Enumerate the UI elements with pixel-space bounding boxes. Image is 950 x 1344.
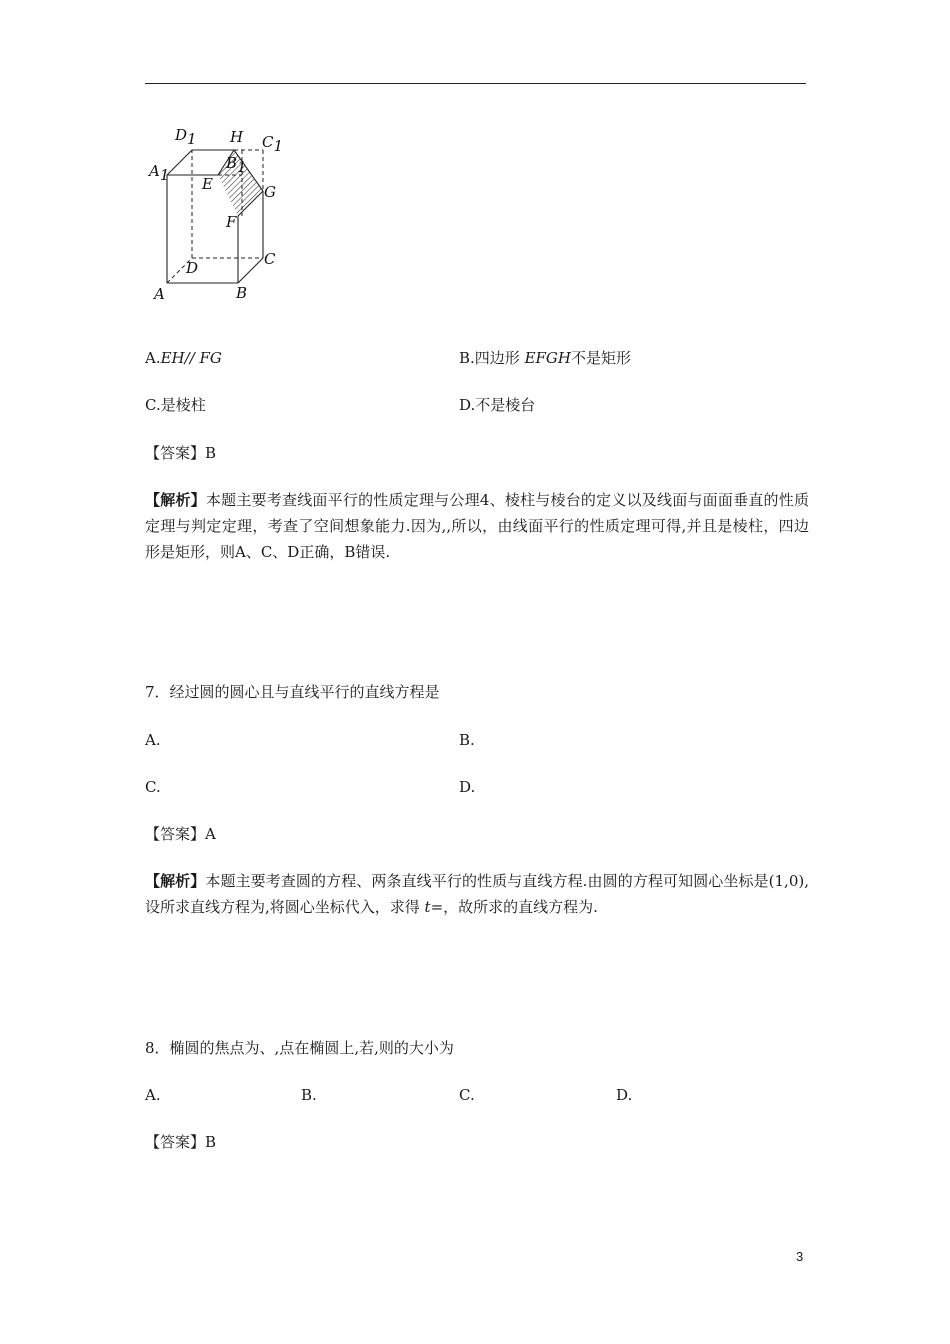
question-8-stem: 8．椭圆的焦点为、,点在椭圆上,若,则的大小为 bbox=[145, 1039, 454, 1057]
svg-text:H: H bbox=[230, 128, 244, 146]
svg-text:B: B bbox=[236, 284, 248, 302]
option-c: C.是棱柱 bbox=[145, 396, 206, 414]
q7-option-b: B. bbox=[459, 731, 475, 749]
option-d: D.不是棱台 bbox=[459, 396, 536, 414]
header-rule bbox=[145, 83, 806, 84]
q8-option-c: C. bbox=[459, 1086, 475, 1104]
svg-text:D1: D1 bbox=[175, 126, 197, 148]
svg-text:A1: A1 bbox=[149, 162, 170, 184]
svg-text:G: G bbox=[264, 183, 276, 201]
answer-8: 【答案】B bbox=[145, 1133, 217, 1151]
svg-text:A: A bbox=[154, 285, 165, 303]
prism-figure bbox=[145, 118, 295, 313]
q8-option-a: A. bbox=[145, 1086, 161, 1104]
svg-text:B1: B1 bbox=[226, 154, 247, 176]
svg-text:C1: C1 bbox=[262, 133, 284, 155]
q7-option-c: C. bbox=[145, 778, 161, 796]
q7-option-a: A. bbox=[145, 731, 161, 749]
q8-option-d: D. bbox=[616, 1086, 633, 1104]
answer-7: 【答案】A bbox=[145, 825, 216, 843]
question-7-stem: 7．经过圆的圆心且与直线平行的直线方程是 bbox=[145, 683, 440, 701]
svg-text:D: D bbox=[186, 259, 199, 277]
answer-6: 【答案】B bbox=[145, 444, 217, 462]
q8-option-b: B. bbox=[301, 1086, 317, 1104]
analysis-6: 【解析】本题主要考查线面平行的性质定理与公理4、棱柱与棱台的定义以及线面与面面垂直的性质定理与判定定理，考查了空间想象能力.因为,,所以，由线面平行的性质定理可得,并且是棱柱，四边形是矩形，则A、C、D正确，B错误. bbox=[145, 491, 809, 561]
svg-text:C: C bbox=[264, 250, 276, 268]
svg-text:F: F bbox=[226, 213, 237, 231]
option-a: A.EH// FG bbox=[145, 349, 222, 367]
page-number: 3 bbox=[796, 1249, 804, 1264]
svg-text:E: E bbox=[202, 175, 213, 193]
option-b: B.四边形 EFGH不是矩形 bbox=[459, 349, 631, 367]
analysis-7: 【解析】本题主要考查圆的方程、两条直线平行的性质与直线方程.由圆的方程可知圆心坐标是(1,0),设所求直线方程为,将圆心坐标代入，求得 t=，故所求的直线方程为. bbox=[145, 872, 809, 916]
q7-option-d: D. bbox=[459, 778, 476, 796]
prism-solid-edges bbox=[167, 150, 263, 283]
